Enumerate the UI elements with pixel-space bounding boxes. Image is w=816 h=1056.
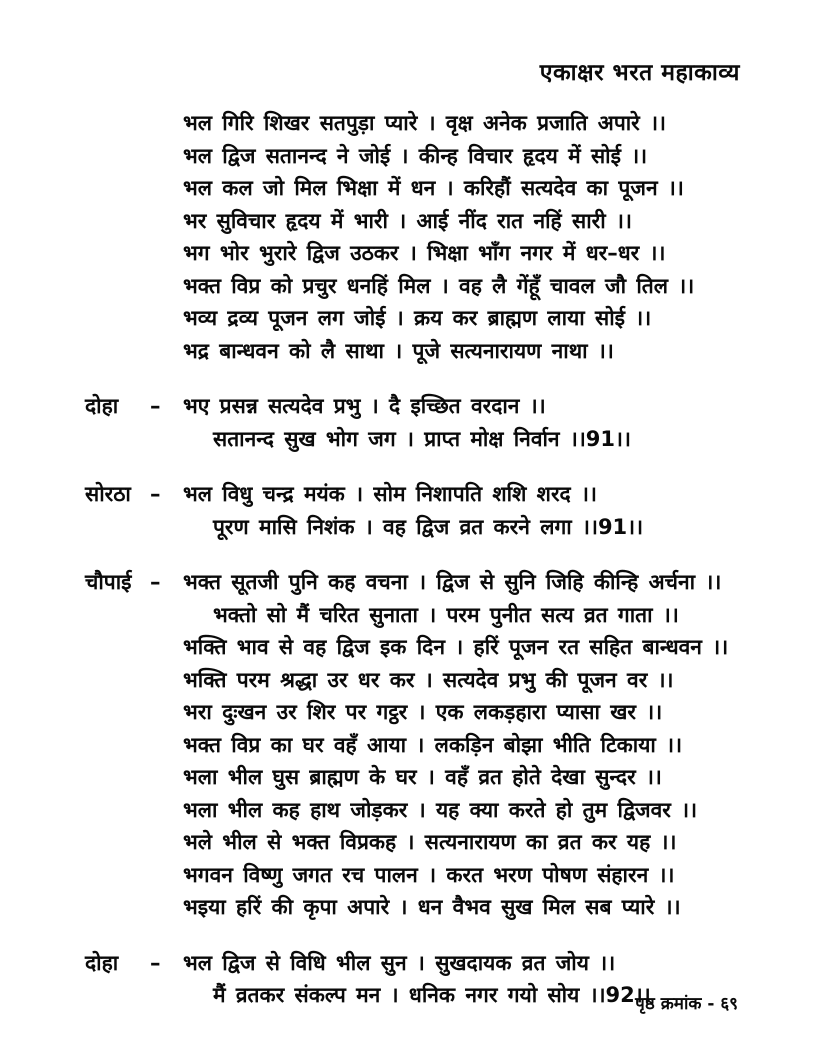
verse-line: भल गिरि शिखर सतपुड़ा प्यारे । वृक्ष अनेक प्रजाति अपारे ।। bbox=[183, 111, 666, 135]
verse-line: भरा दुःखन उर शिर पर गट्ठर । एक लकड़हारा प्यासा खर ।। bbox=[183, 700, 663, 724]
verse-line: सतानन्द सुख भोग जग । प्राप्त मोक्ष निर्वान ।।91।। bbox=[213, 426, 631, 451]
verse-line: भर सुविचार हृदय में भारी । आई नींद रात नहिं सारी ।। bbox=[183, 208, 632, 233]
section-dash: – bbox=[150, 950, 161, 975]
section-soratha-91 bbox=[85, 478, 740, 543]
verse-line: भल विधु चन्द्र मयंक । सोम निशापति शशि शरद ।। bbox=[183, 482, 597, 506]
section-label: सोरठा bbox=[85, 482, 131, 506]
verse-line: भल द्विज सतानन्द ने जोई । कीन्ह विचार हृदय में सोई ।। bbox=[183, 143, 648, 168]
section-label: दोहा bbox=[85, 950, 119, 975]
verse-line: भद्र बान्धवन को लै साथा । पूजे सत्यनारायण नाथा ।। bbox=[183, 338, 614, 363]
section-dash: – bbox=[150, 570, 161, 594]
verse-lines bbox=[183, 390, 740, 455]
verse-line: पूरण मासि निशंक । वह द्विज व्रत करने लगा ।।91।। bbox=[213, 514, 644, 539]
section-label: दोहा bbox=[85, 394, 119, 418]
verse-line: भगवन विष्णु जगत रच पालन । करत भरण पोषण संहारन ।। bbox=[183, 862, 675, 887]
verse-line: भग भोर भुरारे द्विज उठकर । भिक्षा भाँग नगर में धर–धर ।। bbox=[183, 241, 666, 265]
verse-line: भला भील घुस ब्राह्मण के घर । वहँ व्रत होते देखा सुन्दर ।। bbox=[183, 765, 662, 789]
verse-line: भक्तो सो मैं चरित सुनाता । परम पुनीत सत्य व्रत गाता ।। bbox=[213, 602, 679, 627]
verse-line: भक्ति परम श्रद्धा उर धर कर । सत्यदेव प्रभु की पूजन वर ।। bbox=[183, 667, 674, 692]
verse-line: भव्य द्रव्य पूजन लग जोई । क्रय कर ब्राह्मण लाया सोई ।। bbox=[183, 306, 652, 330]
verse-block-opening bbox=[85, 107, 740, 367]
section-dash bbox=[150, 107, 183, 367]
section-chaupai bbox=[85, 566, 740, 924]
verse-lines bbox=[183, 478, 740, 543]
verse-line: भला भील कह हाथ जोड़कर । यह क्या करते हो तुम द्विजवर ।। bbox=[183, 797, 698, 822]
book-title: एकाक्षर भरत महाकाव्य bbox=[539, 60, 740, 86]
section-dash: – bbox=[150, 482, 161, 506]
verse-line: भल द्विज से विधि भील सुन । सुखदायक व्रत जोय ।। bbox=[183, 950, 616, 975]
verse-line: भक्त विप्र को प्रचुर धनहिं मिल । वह लै गेंहूँ चावल जौ तिल ।। bbox=[183, 273, 695, 298]
verse-line: भले भील से भक्त विप्रकह । सत्यनारायण का व्रत कर यह ।। bbox=[183, 830, 677, 854]
section-doha-91 bbox=[85, 390, 740, 455]
section-label bbox=[85, 107, 150, 367]
verse-line: भइया हरिं की कृपा अपारे । धन वैभव सुख मिल सब प्यारे ।। bbox=[183, 895, 681, 919]
verse-line: भक्त विप्र का घर वहँ आया । लकड़िन बोझा भीति टिकाया ।। bbox=[183, 732, 683, 757]
verse-lines bbox=[183, 566, 740, 924]
verse-line: भए प्रसन्न सत्यदेव प्रभु । दै इच्छित वरदान ।। bbox=[183, 394, 546, 418]
verse-lines bbox=[183, 107, 740, 367]
verse-line: भक्ति भाव से वह द्विज इक दिन । हरिं पूजन रत सहित बान्धवन ।। bbox=[183, 635, 729, 659]
page-number: पृष्ठ क्रमांक - ६९ bbox=[635, 994, 738, 1014]
section-dash: – bbox=[150, 394, 161, 418]
verse-line: मैं व्रतकर संकल्प मन । धनिक नगर गयो सोय ।।92।। bbox=[213, 983, 651, 1007]
verse-line: भल कल जो मिल भिक्षा में धन । करिहौं सत्यदेव का पूजन ।। bbox=[183, 176, 684, 200]
section-label: चौपाई bbox=[85, 570, 132, 594]
verse-line: भक्त सूतजी पुनि कह वचना । द्विज से सुनि जिहि कीन्हि अर्चना ।। bbox=[183, 570, 722, 594]
